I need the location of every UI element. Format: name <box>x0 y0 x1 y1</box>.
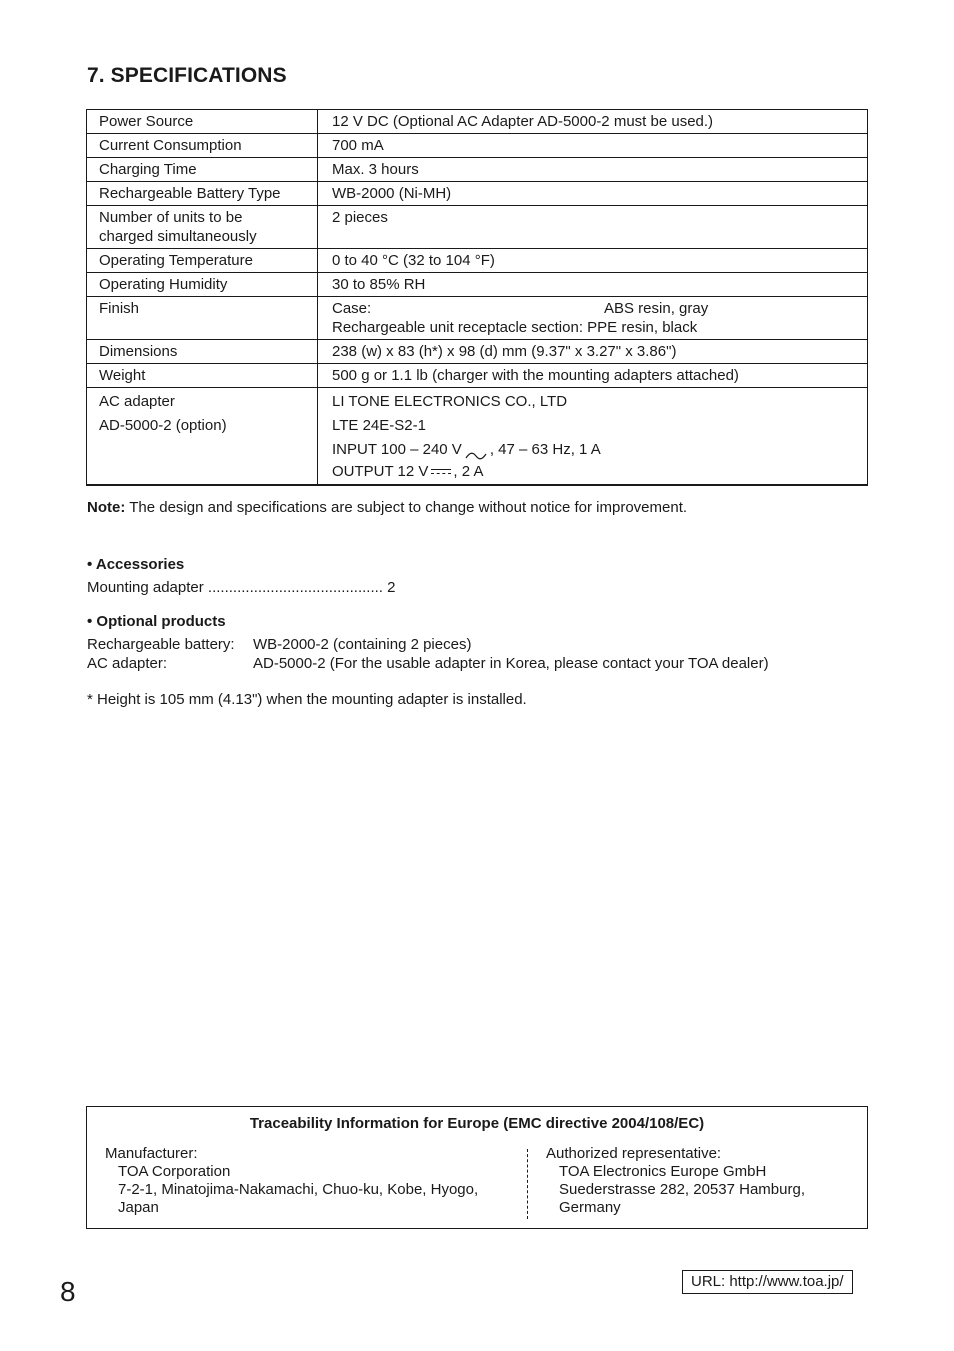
adapter-output-spec: , 2 A <box>453 463 484 480</box>
adapter-output-text: OUTPUT 12 V <box>332 463 429 480</box>
adapter-input <box>332 438 863 462</box>
spec-value <box>318 388 868 486</box>
table-row <box>87 249 868 273</box>
representative-address: Suederstrasse 282, 20537 Hamburg, <box>559 1181 805 1198</box>
spec-label-line: AD-5000-2 (option) <box>99 417 227 434</box>
accessory-item <box>87 579 395 596</box>
spec-label-line: Number of units to be <box>99 209 243 226</box>
table-row <box>87 364 868 388</box>
table-row <box>87 206 868 249</box>
spec-value: 2 pieces <box>318 206 868 249</box>
spec-value: 0 to 40 °C (32 to 104 °F) <box>318 249 868 273</box>
spec-value: 500 g or 1.1 lb (charger with the mounting adapters attached) <box>318 364 868 388</box>
adapter-output <box>332 462 863 482</box>
table-row <box>87 182 868 206</box>
url-box: URL: http://www.toa.jp/ <box>682 1270 853 1294</box>
accessory-qty: 2 <box>387 579 396 596</box>
divider <box>527 1149 528 1219</box>
optional-product-type: Rechargeable battery: <box>87 636 235 653</box>
spec-label: Rechargeable Battery Type <box>87 182 318 206</box>
table-row <box>87 158 868 182</box>
spec-label: Finish <box>87 297 318 340</box>
table-row <box>87 273 868 297</box>
manufacturer-country: Japan <box>118 1199 159 1216</box>
accessories-heading <box>87 556 184 573</box>
specifications-table <box>86 109 868 486</box>
adapter-model: LTE 24E-S2-1 <box>332 417 426 434</box>
table-row <box>87 340 868 364</box>
spec-value: 30 to 85% RH <box>318 273 868 297</box>
spec-label-line: AC adapter <box>99 393 175 410</box>
manufacturer-address: 7-2-1, Minatojima-Nakamachi, Chuo-ku, Kobe, Hyogo, <box>118 1181 479 1198</box>
table-row <box>87 110 868 134</box>
page-number: 8 <box>60 1276 76 1307</box>
spec-label: Operating Temperature <box>87 249 318 273</box>
page-title: 7. SPECIFICATIONS <box>87 64 287 87</box>
accessories-heading-text: Accessories <box>95 556 185 573</box>
spec-label <box>87 388 318 486</box>
accessory-name: Mounting adapter <box>87 579 204 596</box>
spec-value: 700 mA <box>318 134 868 158</box>
spec-label: Charging Time <box>87 158 318 182</box>
optional-product-model: WB-2000-2 (containing 2 pieces) <box>253 636 472 653</box>
spec-value: 12 V DC (Optional AC Adapter AD-5000-2 must be used.) <box>318 110 868 134</box>
representative-name: TOA Electronics Europe GmbH <box>559 1163 767 1180</box>
ac-symbol-icon <box>465 445 487 455</box>
optional-product-row <box>87 636 471 653</box>
table-row <box>87 297 868 340</box>
spec-value: 238 (w) x 83 (h*) x 98 (d) mm (9.37" x 3.27" x 3.86") <box>318 340 868 364</box>
note-text: The design and specifications are subject to change without notice for improvement. <box>125 499 688 516</box>
spec-label: Power Source <box>87 110 318 134</box>
dc-symbol-icon <box>431 467 451 477</box>
spec-value <box>318 297 868 340</box>
spec-value: Max. 3 hours <box>318 158 868 182</box>
manufacturer-name: TOA Corporation <box>118 1163 231 1180</box>
representative-label: Authorized representative: <box>546 1145 722 1162</box>
table-row <box>87 134 868 158</box>
spec-label: Dimensions <box>87 340 318 364</box>
spec-label: Weight <box>87 364 318 388</box>
spec-label: Current Consumption <box>87 134 318 158</box>
traceability-title: Traceability Information for Europe (EMC directive 2004/108/EC) <box>249 1115 705 1132</box>
manufacturer-label: Manufacturer: <box>105 1145 198 1162</box>
bullet-icon: • <box>87 613 97 630</box>
finish-line <box>332 299 863 318</box>
finish-part: Rechargeable unit receptacle section: <box>332 319 583 336</box>
note-label: Note: <box>87 499 126 516</box>
height-footnote: * Height is 105 mm (4.13") when the mounting adapter is installed. <box>87 691 527 708</box>
bullet-icon: • <box>87 556 96 573</box>
traceability-box <box>86 1106 868 1229</box>
spec-label <box>87 206 318 249</box>
manufacturer-block <box>105 1145 515 1217</box>
note <box>87 499 687 516</box>
spec-value: WB-2000 (Ni-MH) <box>318 182 868 206</box>
representative-country: Germany <box>559 1199 621 1216</box>
optional-product-model: AD-5000-2 (For the usable adapter in Korea, please contact your TOA dealer) <box>253 655 769 672</box>
dot-leader: .......................................... <box>203 579 383 596</box>
adapter-input-spec: , 47 – 63 Hz, 1 A <box>489 441 601 458</box>
optional-products-heading <box>87 613 226 630</box>
adapter-input-text: INPUT 100 – 240 V <box>332 441 462 458</box>
spec-label-line: charged simultaneously <box>99 228 257 245</box>
spec-label: Operating Humidity <box>87 273 318 297</box>
adapter-maker: LI TONE ELECTRONICS CO., LTD <box>332 393 568 410</box>
optional-product-row <box>87 655 769 672</box>
finish-part: Case: <box>332 300 372 317</box>
optional-products-heading-text: Optional products <box>96 613 226 630</box>
table-row <box>87 388 868 486</box>
optional-product-type: AC adapter: <box>87 655 168 672</box>
finish-material: PPE resin, black <box>587 319 698 336</box>
finish-material: ABS resin, gray <box>604 300 709 317</box>
representative-block <box>546 1145 856 1217</box>
finish-line <box>332 318 863 337</box>
